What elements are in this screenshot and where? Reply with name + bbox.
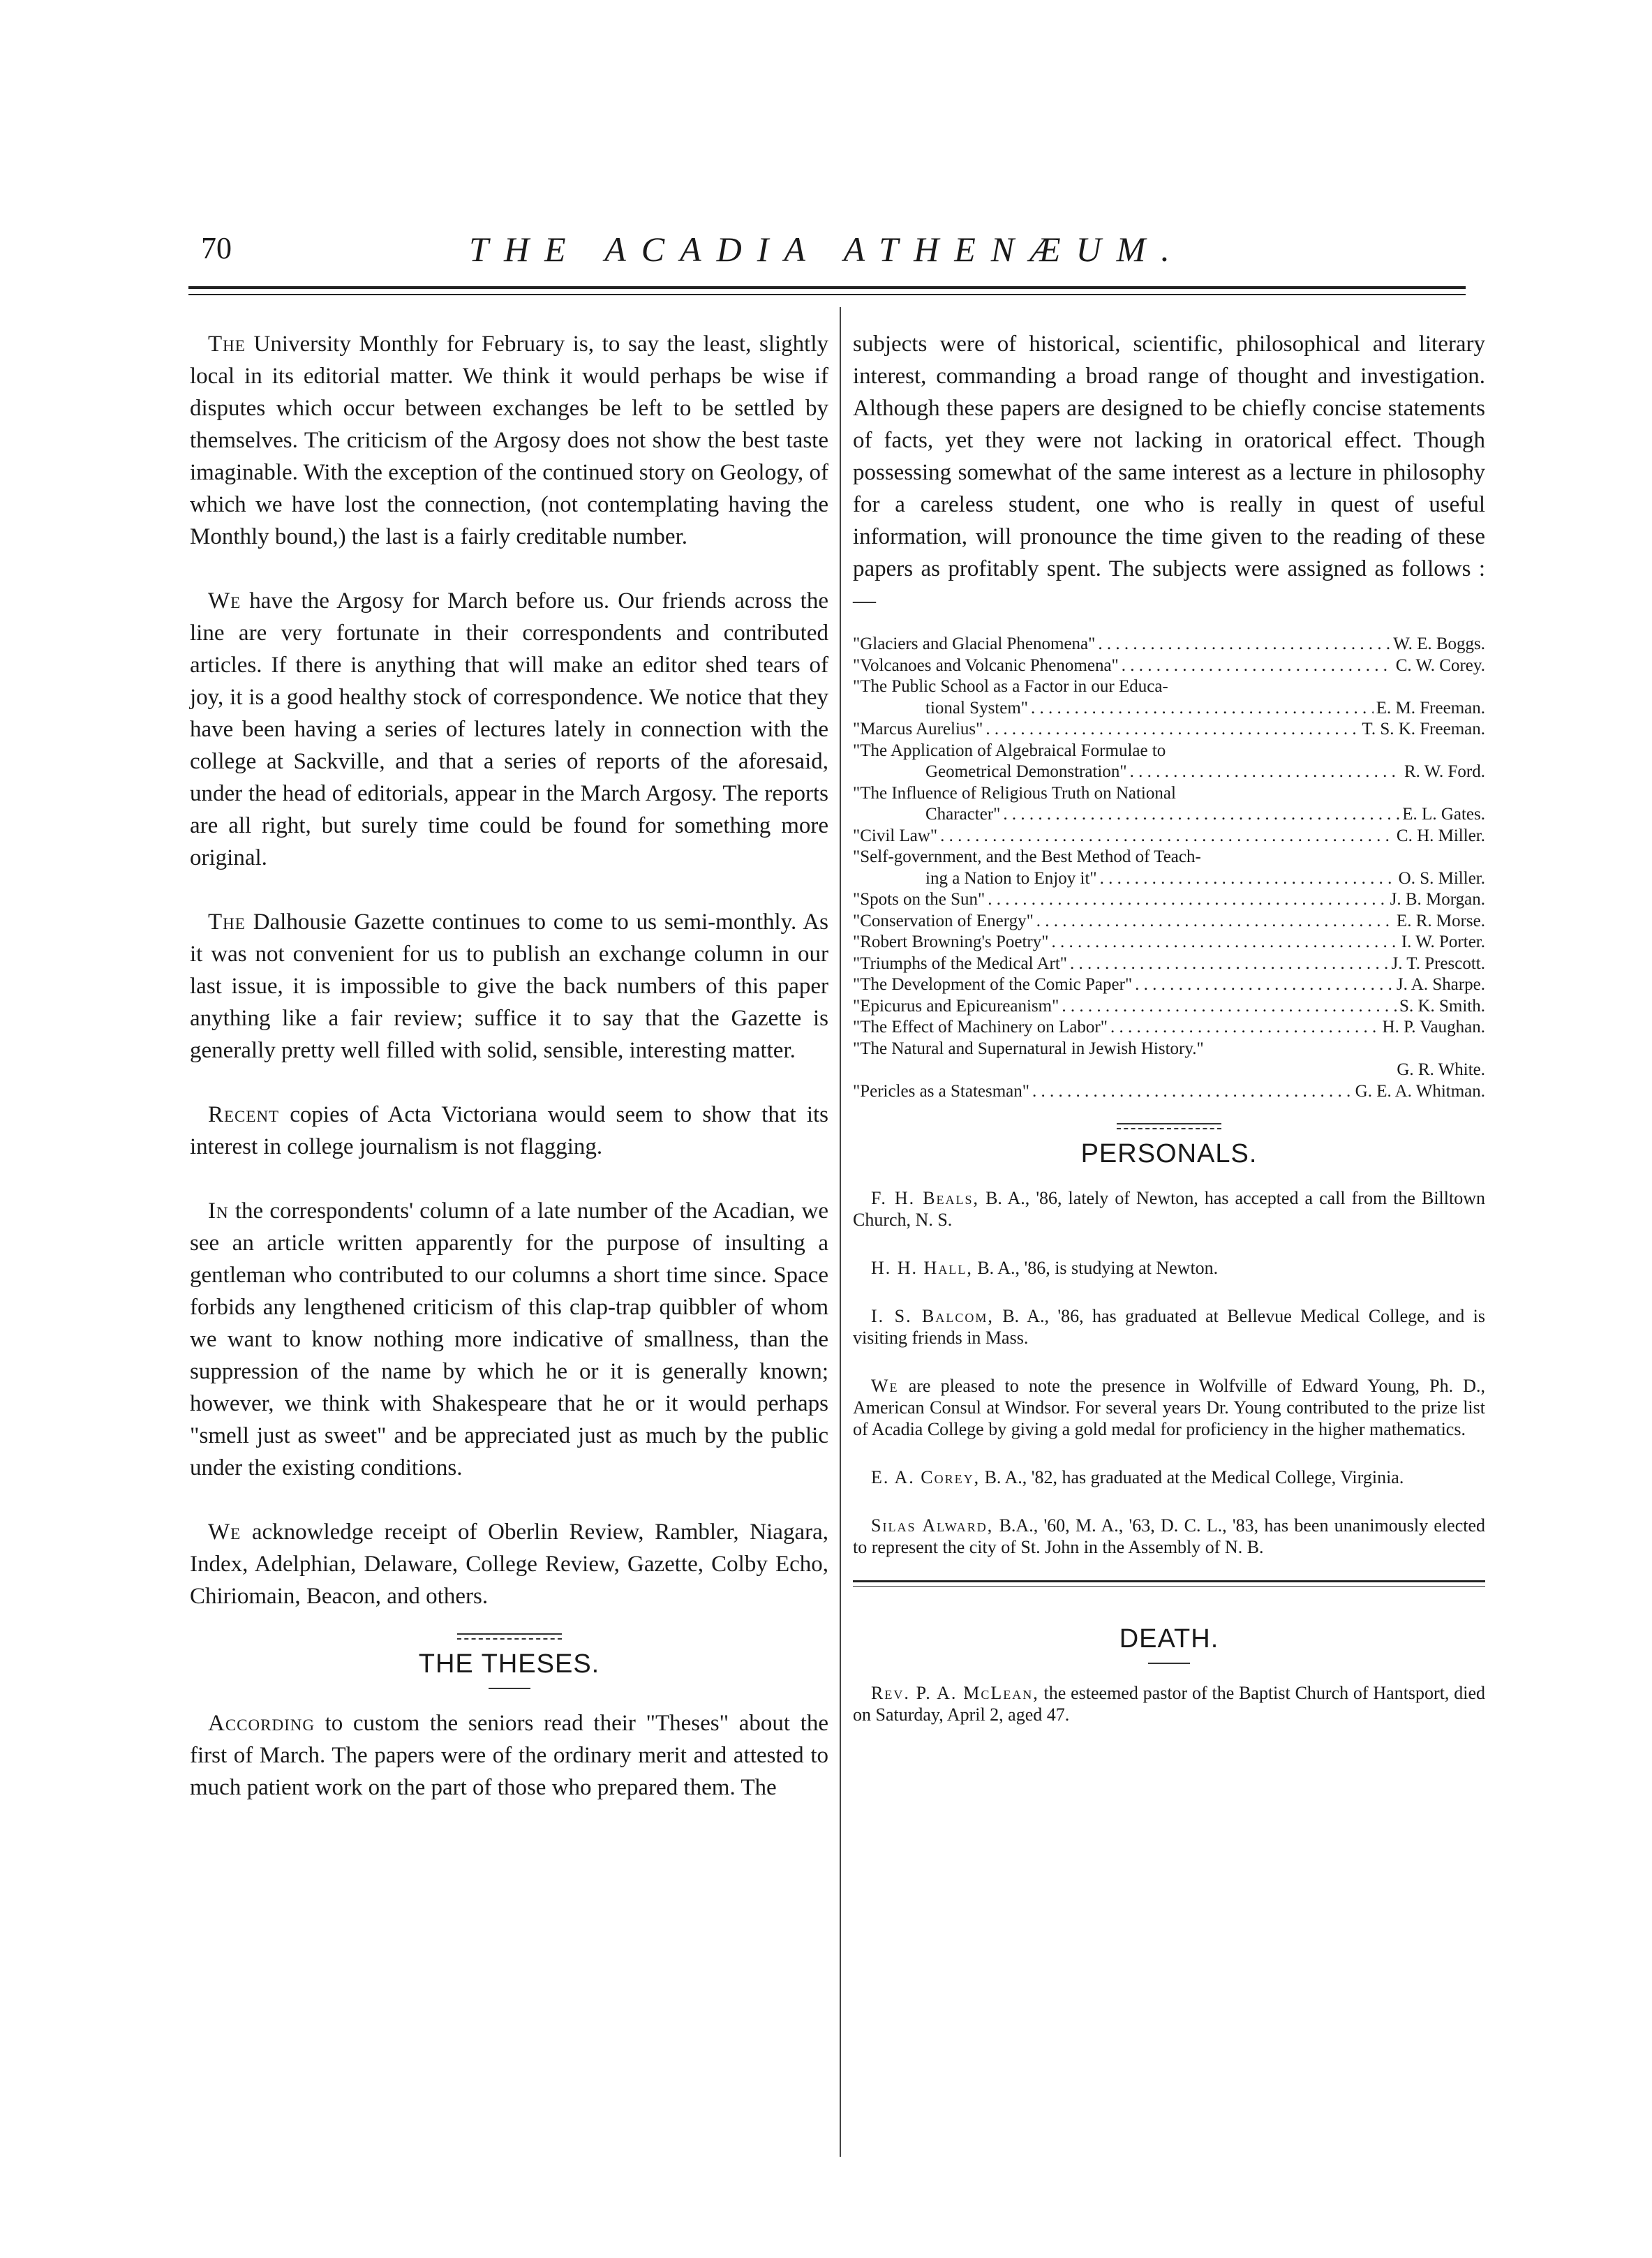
thesis-author: H. P. Vaughan. bbox=[1382, 1018, 1485, 1037]
thesis-title: "Pericles as a Statesman" bbox=[853, 1081, 1029, 1101]
theses-list-item bbox=[853, 783, 1485, 826]
personal-name: Silas Alward, bbox=[871, 1515, 994, 1536]
thesis-title: "The Influence of Religious Truth on National bbox=[853, 783, 1176, 803]
leader-dots bbox=[1032, 1081, 1353, 1103]
thesis-title: "The Application of Algebraical Formulae to bbox=[853, 741, 1166, 760]
theses-list-item bbox=[853, 634, 1485, 655]
theses-heading: THE THESES. bbox=[418, 1649, 600, 1679]
leader-dots bbox=[1130, 762, 1401, 783]
paragraph-dalhousie-gazette: The Dalhousie Gazette continues to come to us semi-monthly. As it was not convenient for us to publish an exchange column in our last issue, it is impossible to give the back numbers of this paper anything like a fair review; suffice it to say that the Gazette is generally pretty well filled with solid, sensible, interesting matter. bbox=[190, 909, 828, 1063]
theses-list-item bbox=[853, 996, 1485, 1018]
theses-list-item bbox=[853, 676, 1485, 719]
theses-list-item bbox=[853, 719, 1485, 741]
leader-dots bbox=[1070, 953, 1389, 975]
theses-list-item bbox=[853, 1081, 1485, 1103]
personals-heading: PERSONALS. bbox=[1080, 1139, 1258, 1168]
personals-list bbox=[853, 1187, 1485, 1558]
personal-name: I. S. Balcom, bbox=[871, 1306, 994, 1326]
personal-text: B. A., '86, lately of Newton, has accepted a call from the Billtown Church, N. S. bbox=[853, 1188, 1486, 1230]
leader-dots bbox=[988, 889, 1387, 911]
header-rule bbox=[188, 286, 1466, 289]
personal-text: B. A., '82, has graduated at the Medical College, Virginia. bbox=[984, 1467, 1404, 1487]
personal-item bbox=[853, 1305, 1485, 1349]
personal-name: E. A. Corey, bbox=[871, 1467, 981, 1487]
thesis-title: "Triumphs of the Medical Art" bbox=[853, 953, 1067, 973]
thesis-author: E. M. Freeman. bbox=[1376, 698, 1485, 718]
personal-name: H. H. Hall, bbox=[871, 1258, 973, 1278]
thesis-author: W. E. Boggs. bbox=[1393, 634, 1485, 653]
leader-dots bbox=[1098, 634, 1390, 655]
column-divider bbox=[840, 307, 841, 2157]
leader-dots bbox=[940, 826, 1394, 847]
paragraph-university-monthly: The University Monthly for February is, to say the least, slightly local in its editorial matter. We think it would perhaps be wise if disputes which occur between exchanges be left to be settled by themselves. The criticism of the Argosy does not show the best taste imaginable. With the exception of the continued story on Geology, of which we have lost the connection, (not contemplating having the Monthly bound,) the last is a fairly creditable number. bbox=[190, 332, 829, 549]
paragraph-acknowledgements: We acknowledge receipt of Oberlin Review, Rambler, Niagara, Index, Adelphian, Delaware, College Review, Gazette, Colby Echo, Chiriomain, Beacon, and others. bbox=[190, 1520, 828, 1609]
leader-dots bbox=[1110, 1017, 1380, 1039]
theses-list-item bbox=[853, 1017, 1485, 1039]
running-title: THE ACADIA ATHENÆUM. bbox=[469, 230, 1185, 269]
thesis-author: I. W. Porter. bbox=[1401, 933, 1485, 951]
leader-dots bbox=[1036, 911, 1394, 933]
leader-dots bbox=[1003, 804, 1399, 826]
theses-list-item bbox=[853, 953, 1485, 975]
thesis-title: "Conservation of Energy" bbox=[853, 911, 1034, 930]
theses-list-item bbox=[853, 974, 1485, 996]
theses-list bbox=[853, 634, 1485, 1102]
theses-list-item bbox=[853, 741, 1485, 783]
leader-dots bbox=[1135, 974, 1394, 996]
thesis-title: "Glaciers and Glacial Phenomena" bbox=[853, 634, 1096, 653]
paragraph-argosy: We have the Argosy for March before us. Our friends across the line are very fortunate in their correspondents and contributed articles. If there is anything that will make an editor shed tears of joy, it is a good healthy stock of correspondence. We notice that they have been having a series of lectures lately in connection with the college at Sackville, and that a series of reports of the aforesaid, under the head of editorials, appear in the March Argosy. The reports are all right, but surely time could be found for something more original. bbox=[190, 588, 828, 870]
thesis-title: "The Effect of Machinery on Labor" bbox=[853, 1018, 1108, 1037]
thesis-title: "The Development of the Comic Paper" bbox=[853, 975, 1133, 994]
thesis-author: S. K. Smith. bbox=[1399, 996, 1485, 1016]
leader-dots bbox=[1031, 698, 1374, 720]
thesis-author: E. L. Gates. bbox=[1402, 805, 1485, 824]
thesis-author: E. R. Morse. bbox=[1396, 911, 1485, 930]
thesis-title-continued: tional System" bbox=[925, 698, 1029, 718]
theses-list-item bbox=[853, 847, 1485, 889]
section-rule-thin bbox=[853, 1586, 1485, 1587]
thesis-author: O. S. Miller. bbox=[1398, 868, 1485, 888]
personal-text: B. A., '86, is studying at Newton. bbox=[977, 1258, 1219, 1278]
thesis-author: J. T. Prescott. bbox=[1391, 953, 1485, 973]
thesis-title: "Volcanoes and Volcanic Phenomena" bbox=[853, 655, 1119, 675]
thesis-title-continued: Character" bbox=[925, 805, 1001, 824]
death-heading: DEATH. bbox=[1119, 1624, 1219, 1654]
thesis-author: C. W. Corey. bbox=[1395, 655, 1485, 675]
leader-dots bbox=[1100, 868, 1396, 890]
personal-name: F. H. Beals, bbox=[871, 1188, 980, 1208]
thesis-title-continued: Geometrical Demonstration" bbox=[925, 762, 1127, 781]
thesis-title: "Self-government, and the Best Method of Teach- bbox=[853, 847, 1201, 866]
personal-item bbox=[853, 1257, 1485, 1279]
personal-item bbox=[853, 1375, 1485, 1440]
leader-dots bbox=[985, 719, 1359, 741]
theses-list-item bbox=[853, 826, 1485, 847]
header-rule-thin bbox=[188, 294, 1466, 295]
personal-text: are pleased to note the presence in Wolfville of Edward Young, Ph. D., American Consul at Windsor. For several years Dr. Young contributed to the prize list of Acadia College by giving a gold medal for proficiency in the higher mathematics. bbox=[853, 1376, 1485, 1439]
thesis-author: J. A. Sharpe. bbox=[1396, 975, 1485, 994]
leader-dots bbox=[1062, 996, 1397, 1018]
thesis-author: T. S. K. Freeman. bbox=[1362, 720, 1485, 738]
page-number: 70 bbox=[201, 231, 232, 265]
heading-rule bbox=[1148, 1663, 1190, 1664]
thesis-title: "The Public School as a Factor in our Educa- bbox=[853, 677, 1168, 696]
thesis-title: "Spots on the Sun" bbox=[853, 890, 985, 909]
thesis-author: G. R. White. bbox=[1397, 1060, 1485, 1079]
thesis-author: R. W. Ford. bbox=[1404, 762, 1485, 781]
heading-rule bbox=[489, 1688, 530, 1689]
leader-dots bbox=[1051, 932, 1398, 953]
thesis-author: G. E. A. Whitman. bbox=[1355, 1081, 1485, 1101]
thesis-title: "The Natural and Supernatural in Jewish History." bbox=[853, 1039, 1204, 1058]
personal-name: We bbox=[871, 1376, 899, 1396]
thesis-title: "Robert Browning's Poetry" bbox=[853, 933, 1049, 951]
leader-dots bbox=[1122, 655, 1393, 677]
thesis-title: "Epicurus and Epicureanism" bbox=[853, 996, 1059, 1016]
section-divider bbox=[1117, 1123, 1221, 1129]
paragraph-theses-continued: subjects were of historical, scientific, philosophical and literary interest, commanding a broad range of thought and investigation. Although these papers are designed to be chiefly concise statements of facts, yet they were not lacking in oratorical effect. Though possessing somewhat of the same interest as a lecture in philosophy for a careless student, one who is really in quest of useful information, will pronounce the time given to the reading of these papers as profitably spent. The subjects were assigned as follows :— bbox=[853, 332, 1485, 614]
death-notice: Rev. P. A. McLean, the esteemed pastor of the Baptist Church of Hantsport, died on Saturday, April 2, aged 47. bbox=[853, 1683, 1486, 1725]
paragraph-acta-victoriana: Recent copies of Acta Victoriana would seem to show that its interest in college journalism is not flagging. bbox=[190, 1102, 828, 1159]
right-column bbox=[853, 328, 1485, 1752]
section-rule bbox=[853, 1580, 1485, 1582]
theses-list-item bbox=[853, 932, 1485, 953]
paragraph-acadian: In the correspondents' column of a late number of the Acadian, we see an article written apparently for the purpose of insulting a gentleman who contributed to our columns a short time since. Space forbids any lengthened criticism of this clap-trap quibbler of whom we want to know nothing more indicative of smallness, than the suppression of the name by which he or it is generally known; however, we think with Shakespeare that he or it would perhaps "smell just as sweet" and be appreciated just as much by the public under the existing conditions. bbox=[190, 1198, 829, 1480]
theses-list-item bbox=[853, 889, 1485, 911]
thesis-title-continued: ing a Nation to Enjoy it" bbox=[925, 868, 1097, 888]
theses-list-item bbox=[853, 655, 1485, 677]
thesis-title: "Marcus Aurelius" bbox=[853, 720, 983, 738]
personal-item bbox=[853, 1515, 1485, 1558]
thesis-author: J. B. Morgan. bbox=[1390, 890, 1485, 909]
personal-text: B. A., '86, has graduated at Bellevue Medical College, and is visiting friends in Mass. bbox=[853, 1306, 1485, 1348]
personal-text: B.A., '60, M. A., '63, D. C. L., '83, has been unanimously elected to represent the city of St. John in the Assembly of N. B. bbox=[853, 1515, 1486, 1557]
personal-item bbox=[853, 1466, 1485, 1488]
thesis-author: C. H. Miller. bbox=[1396, 826, 1485, 845]
thesis-title: "Civil Law" bbox=[853, 826, 938, 845]
section-divider bbox=[457, 1633, 562, 1640]
page-header bbox=[188, 223, 1466, 269]
theses-list-item bbox=[853, 1039, 1485, 1081]
theses-list-item bbox=[853, 911, 1485, 933]
left-column bbox=[190, 328, 828, 1836]
personal-item bbox=[853, 1187, 1485, 1231]
paragraph-theses: According to custom the seniors read their "Theses" about the first of March. The papers were of the ordinary merit and attested to much patient work on the part of those who prepared them. The bbox=[190, 1711, 829, 1800]
